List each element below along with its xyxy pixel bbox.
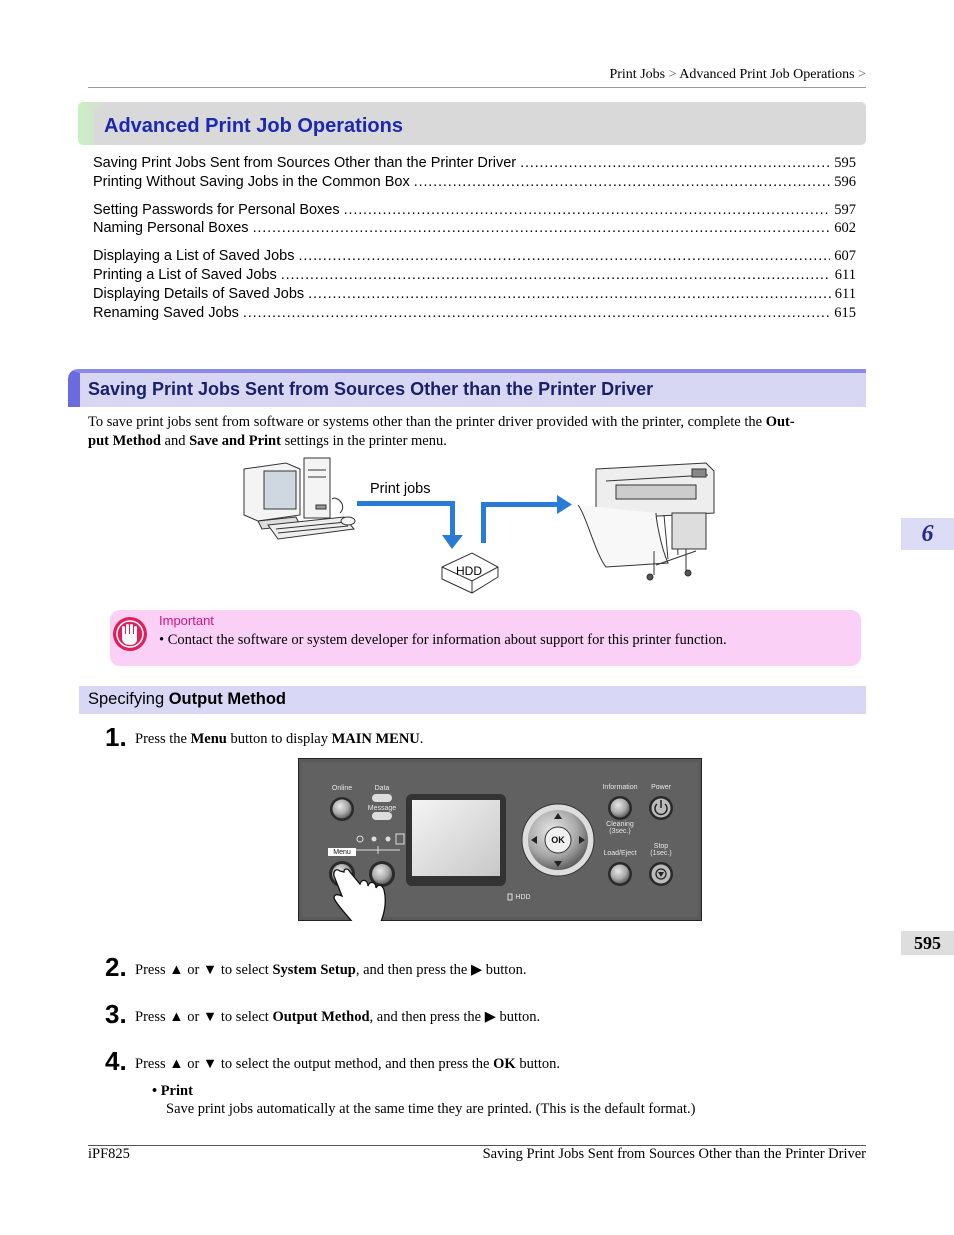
bullet-print bbox=[152, 1083, 193, 1100]
arrow-to-hdd bbox=[357, 501, 463, 549]
toc-leader bbox=[253, 219, 831, 238]
toc-entry[interactable] bbox=[93, 247, 856, 266]
step-text-part: button to display bbox=[226, 731, 332, 747]
toc-leader bbox=[299, 247, 831, 266]
toc-entry-text: Printing Without Saving Jobs in the Common Box bbox=[93, 174, 410, 190]
toc-leader bbox=[281, 266, 831, 285]
message-label: Message bbox=[367, 805, 397, 812]
bullet-marker: • bbox=[152, 1083, 158, 1099]
breadcrumb-print-jobs[interactable]: Print Jobs bbox=[609, 67, 666, 82]
bullet-marker: • bbox=[159, 632, 165, 648]
toc-leader bbox=[520, 154, 830, 173]
intro-text: settings in the printer menu. bbox=[280, 433, 447, 449]
important-body: Contact the software or system developer for information about support for this printer function. bbox=[167, 632, 727, 648]
intro-bold-output: Out- bbox=[765, 414, 795, 430]
intro-bold-save-and-print: Save and Print bbox=[189, 433, 281, 449]
step-text-part: Press ▲ or ▼ to select the output method, and then press the bbox=[135, 1056, 494, 1072]
page-number: 595 bbox=[914, 933, 941, 953]
toc-entry-text: Renaming Saved Jobs bbox=[93, 305, 239, 321]
step-text-part: Press ▲ or ▼ to select bbox=[135, 1009, 273, 1025]
toc-entry-page: 597 bbox=[834, 202, 856, 218]
subsection-title-prefix: Specifying bbox=[88, 690, 169, 708]
toc-entry-page: 607 bbox=[834, 248, 856, 264]
hdd-lamp-label: HDD bbox=[515, 894, 531, 901]
cleaning-sublabel: (3sec.) bbox=[609, 828, 631, 835]
step-text bbox=[135, 1009, 540, 1026]
step-text-part: . bbox=[419, 731, 424, 747]
step-text-bold: System Setup bbox=[272, 962, 356, 978]
toc-entry-text: Printing a List of Saved Jobs bbox=[93, 267, 277, 283]
step-text bbox=[135, 731, 423, 748]
important-title: Important bbox=[159, 613, 214, 628]
load-eject-label: Load/Eject bbox=[603, 850, 637, 857]
toc-entry-page: 602 bbox=[834, 220, 856, 236]
breadcrumb-separator: > bbox=[668, 67, 677, 82]
step-text-bold: OK bbox=[493, 1056, 516, 1072]
step-text-bold: MAIN MENU bbox=[331, 731, 420, 747]
bullet-title: Print bbox=[160, 1083, 193, 1099]
stop-hand-icon bbox=[112, 616, 148, 652]
toc-entry-text: Saving Print Jobs Sent from Sources Other than the Printer Driver bbox=[93, 155, 517, 171]
chapter-number[interactable]: 6 bbox=[921, 521, 934, 547]
breadcrumb-advanced-print-job-operations[interactable]: Advanced Print Job Operations bbox=[679, 67, 855, 82]
toc-entry-text: Naming Personal Boxes bbox=[93, 220, 249, 236]
step-number: 1. bbox=[105, 722, 127, 752]
intro-text: and bbox=[160, 433, 190, 449]
step-text bbox=[135, 1056, 560, 1073]
toc-entry-page: 615 bbox=[834, 305, 856, 321]
step-text-bold: Menu bbox=[190, 731, 227, 747]
toc-leader bbox=[243, 304, 830, 323]
data-label: Data bbox=[374, 785, 390, 792]
toc-entry-page: 611 bbox=[834, 267, 856, 283]
step-text-part: , and then press the ▶ button. bbox=[355, 962, 527, 978]
ok-label: OK bbox=[551, 835, 565, 845]
footer-model: iPF825 bbox=[88, 1146, 130, 1162]
stop-sublabel: (1sec.) bbox=[650, 850, 672, 857]
data-lamp bbox=[372, 794, 392, 802]
section-title: Saving Print Jobs Sent from Sources Other than the Printer Driver bbox=[88, 379, 654, 399]
step-text-bold: Output Method bbox=[272, 1009, 370, 1025]
toc-entry[interactable] bbox=[93, 201, 856, 220]
computer-icon bbox=[244, 458, 355, 539]
important-text bbox=[159, 632, 727, 649]
step-text-part: Press ▲ or ▼ to select bbox=[135, 962, 273, 978]
toc-entry[interactable] bbox=[93, 219, 856, 238]
online-button bbox=[330, 797, 354, 821]
step-number: 3. bbox=[105, 999, 127, 1029]
bullet-description: Save print jobs automatically at the same time they are printed. (This is the default format.) bbox=[166, 1101, 696, 1117]
step-number: 4. bbox=[105, 1046, 127, 1076]
toc-entry[interactable] bbox=[93, 266, 856, 285]
arrow-to-printer bbox=[481, 495, 572, 543]
toc-entry[interactable] bbox=[93, 285, 856, 304]
toc-entry-page: 596 bbox=[834, 174, 856, 190]
step-text bbox=[135, 962, 526, 979]
toc-entry-page: 595 bbox=[834, 155, 856, 171]
power-label: Power bbox=[651, 784, 671, 791]
stop-button bbox=[649, 862, 673, 886]
menu-label: Menu bbox=[333, 849, 351, 856]
toc-leader bbox=[344, 201, 831, 220]
toc-entry-text: Displaying a List of Saved Jobs bbox=[93, 248, 295, 264]
power-button bbox=[649, 796, 673, 820]
step-text-part: button. bbox=[515, 1056, 560, 1072]
breadcrumb-separator: > bbox=[858, 67, 866, 82]
lcd-screen bbox=[412, 800, 500, 876]
footer-section-title: Saving Print Jobs Sent from Sources Other than the Printer Driver bbox=[482, 1146, 866, 1162]
message-lamp bbox=[372, 812, 392, 820]
breadcrumb bbox=[609, 67, 866, 83]
header-divider bbox=[88, 87, 866, 88]
information-label: Information bbox=[602, 784, 638, 791]
printer-icon bbox=[578, 463, 714, 580]
control-panel-image bbox=[298, 758, 702, 921]
step-text-part: , and then press the ▶ button. bbox=[369, 1009, 541, 1025]
stop-label: Stop bbox=[653, 843, 669, 850]
load-eject-button bbox=[608, 862, 632, 886]
intro-paragraph bbox=[88, 413, 858, 451]
subsection-title-bold: Output Method bbox=[168, 690, 287, 708]
toc-leader bbox=[414, 173, 831, 192]
step-text-part: Press the bbox=[135, 731, 191, 747]
information-button bbox=[608, 796, 632, 820]
toc-entry-text: Setting Passwords for Personal Boxes bbox=[93, 202, 340, 218]
hdd-label: HDD bbox=[456, 564, 482, 578]
cleaning-label: Cleaning bbox=[606, 821, 634, 828]
toc-title: Advanced Print Job Operations bbox=[104, 115, 403, 137]
subsection-title bbox=[88, 690, 286, 709]
intro-text: To save print jobs sent from software or systems other than the printer driver provided with the printer, complete the bbox=[88, 414, 766, 430]
toc-entry-page: 611 bbox=[834, 286, 856, 302]
toc-leader bbox=[308, 285, 831, 304]
step-number: 2. bbox=[105, 952, 127, 982]
print-flow-diagram bbox=[236, 455, 726, 605]
toc-entry[interactable] bbox=[93, 154, 856, 173]
toc-entry[interactable] bbox=[93, 173, 856, 192]
print-jobs-label: Print jobs bbox=[370, 481, 431, 497]
online-label: Online bbox=[331, 785, 353, 792]
toc-entry-text: Displaying Details of Saved Jobs bbox=[93, 286, 305, 302]
intro-bold-method: put Method bbox=[88, 433, 161, 449]
toc-entry[interactable] bbox=[93, 304, 856, 323]
